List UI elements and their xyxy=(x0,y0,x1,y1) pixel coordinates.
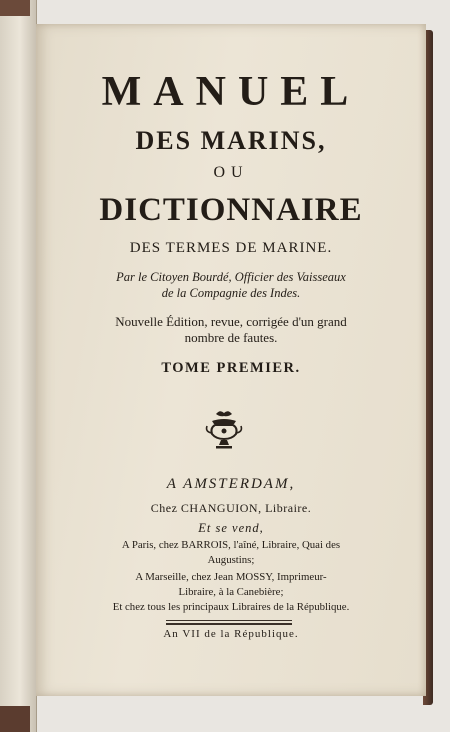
imprint-date: An VII de la République. xyxy=(163,628,299,640)
tome-label: TOME PREMIER. xyxy=(161,360,301,376)
cover-bottom-edge xyxy=(0,706,30,732)
edition-line-2: nombre de fautes. xyxy=(184,330,278,345)
book-cover-left xyxy=(0,0,37,732)
imprint-rule-thick xyxy=(166,623,292,625)
edition-line-1: Nouvelle Édition, revue, corrigée d'un grand xyxy=(115,314,347,329)
subtitle-termes: DES TERMES DE MARINE. xyxy=(129,240,333,256)
title-manuel: MANUEL xyxy=(101,69,361,115)
imprint-city: A AMSTERDAM, xyxy=(166,476,296,492)
imprint-marseille-line-2: Libraire, à la Canebière; xyxy=(178,586,284,598)
imprint-se-vend: Et se vend, xyxy=(198,521,264,535)
author-line-2: de la Compagnie des Indes. xyxy=(161,286,301,300)
author-line-1: Par le Citoyen Bourdé, Officier des Vaisseaux xyxy=(116,270,346,284)
vase-ornament-icon xyxy=(204,408,244,450)
imprint-publisher: Chez CHANGUION, Libraire. xyxy=(150,501,312,515)
imprint-paris-line-2: Augustins; xyxy=(207,554,255,566)
imprint-others: Et chez tous les principaux Libraires de la République. xyxy=(112,601,350,613)
imprint-rule-thin xyxy=(166,620,292,621)
title-page xyxy=(36,24,426,696)
title-des-marins: DES MARINS, xyxy=(135,126,327,155)
title-dictionnaire: DICTIONNAIRE xyxy=(99,192,363,228)
imprint-paris-line-1: A Paris, chez BARROIS, l'aîné, Libraire, Quai des xyxy=(121,539,341,551)
imprint-marseille-line-1: A Marseille, chez Jean MOSSY, Imprimeur- xyxy=(135,571,327,583)
title-ou: OU xyxy=(213,164,249,181)
cover-top-edge xyxy=(0,0,30,16)
